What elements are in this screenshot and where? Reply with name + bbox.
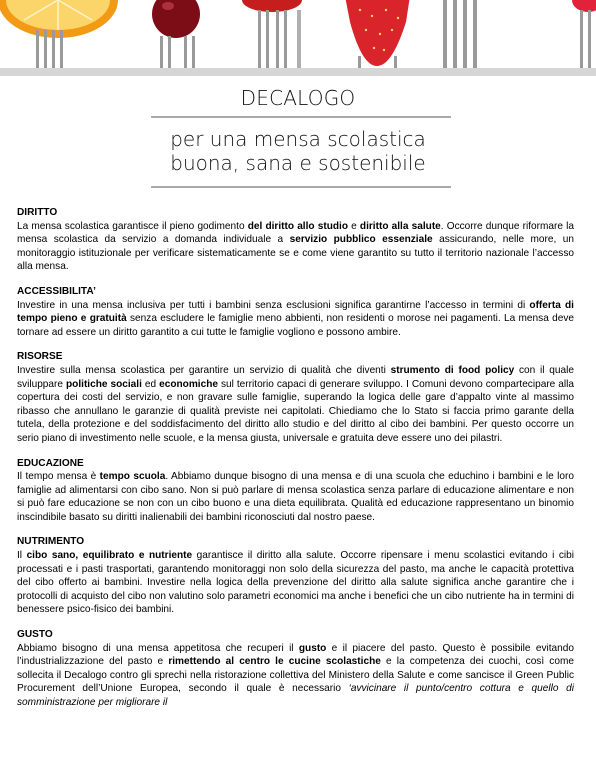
section-nutrimento [17,535,574,617]
text-run: . Abbiamo dunque bisogno di una mensa e di una scuola che educhino i bambini e le loro famiglie ad alimentarsi con cibo sano. Non si può parlare di mensa scolastica senza parlare di educazione alimentare e non si può fare educazione se non con un cibo buono e una dieta equilibrata. Qualità ed educazione rappresentano un binomio inscindibile basato su diritti inalienabili dei bambini riconosciuti dal nostro paese. [17,471,575,523]
bold-text: rimettendo al centro le cucine scolastiche [168,656,381,668]
bold-text: diritto alla salute [359,220,441,232]
bold-text: cibo sano, equilibrato e nutriente [26,550,193,562]
text-run: e la competenza dei cuochi, così come sollecita il Decalogo contro gli sprechi nella ristorazione collettiva del Ministero della Salute e come sancisce il Green Public Procurement dell’Unione Europea, secondo il quale è necessario [17,656,574,695]
section-paragraph [17,299,574,340]
fork-icon [443,0,477,70]
bold-text: economiche [159,378,219,390]
subtitle-line-2: buona, sana e sostenibile [170,151,426,175]
section-paragraph [17,220,574,274]
header-accent-bar [0,68,596,76]
section-accessibilita [17,285,574,339]
text-run: sul territorio capaci di generare sviluppo. I Comuni devono compartecipare alla copertura dei costi del servizio, e non gravare sulle famiglie, superando la logica delle gare d’appalto vinte al massimo ribasso che annullano le garanzie di qualità previste nei capitolati. Chiediamo che lo Stato si faccia primo garante della tutela, della protezione e del soddisfacimento del diritto allo studio e del diritto al cibo dei bambini. Per questo occorre un serio piano di investimento nelle scuole, e la mensa giusta, universale e gratuita deve essere uno dei pilastri. [17,378,574,444]
section-risorse [17,350,574,445]
document-subtitle [0,127,596,175]
bold-text: del diritto allo studio [247,220,348,232]
bold-text: politiche sociali [66,378,142,390]
text-run: Investire in una mensa inclusiva per tutti i bambini senza esclusioni significa garantirne l’accesso in termini di [17,299,530,311]
section-heading: DIRITTO [17,207,58,218]
section-educazione [17,457,574,525]
section-heading: NUTRIMENTO [17,536,85,548]
text-run: e il piacere del pasto. Questo è possibile evitando l’industrializzazione del pasto e [17,642,574,668]
text-run: La mensa scolastica garantisce il pieno godimento [17,220,248,232]
forks-with-fruit-illustration [0,0,596,70]
text-run: senza escludere le famiglie meno abbienti, non residenti o morose nei pagamenti. La mensa deve tornare ad essere un diritto garantito a cui tutte le famiglie vogliono e possono ambire. [17,313,574,338]
bold-text: servizio pubblico essenziale [289,234,433,246]
italic-text: ‘avvicinare il punto/centro cottura e quello di somministrazione per migliorare il [17,683,574,708]
text-run: garantisce il diritto alla salute. Occorre ripensare i menu scolastici evitando i cibi processati e i pasti trasportati, garantendo monitoraggi non solo della sicurezza del pasto, ma anche le capacità protettiva del cibo offerto ai bambini. Investire nella logica della prevenzione del diritto alla salute significa anche garantire che i protocolli di acquisto del cibo non valutino solo parametri economici ma anche i benefici che un cibo nutriente ha in termini di benessere psico-fisico dei bambini. [17,550,574,616]
bold-text: tempo scuola [99,471,166,483]
text-run: . Occorre dunque riformare la mensa scolastica da servizio a domanda individuale a [17,220,574,246]
section-heading: RISORSE [17,351,63,363]
section-heading: GUSTO [17,629,53,641]
section-diritto [17,206,574,274]
text-run: Il tempo mensa è [17,471,100,483]
title-divider-top [151,116,451,118]
text-run: ed [141,378,160,390]
section-paragraph [17,470,574,524]
subtitle-line-1: per una mensa scolastica [170,127,426,151]
header-banner-image [0,0,596,70]
text-run: e [348,220,360,232]
decalogue-body [17,206,574,721]
section-gusto [17,628,574,710]
section-paragraph [17,549,574,617]
strawberry-icon [345,0,410,70]
raspberry-icon [572,0,596,70]
bold-text: offerta di tempo pieno e gratuità [17,299,574,325]
text-run: Abbiamo bisogno di una mensa appetitosa che recuperi il [17,642,299,654]
orange-slice-icon [0,0,118,38]
section-paragraph [17,364,574,446]
text-run: assicurando, nelle more, un monitoraggio istituzionale per verificare sistematicamente se e come viene garantito su tutto il territorio nazionale l’accesso alla mensa. [17,234,574,273]
section-paragraph [17,642,574,710]
document-title: DECALOGO [240,86,356,110]
bold-text: gusto [298,642,327,654]
title-divider-bottom [151,186,451,188]
cherry-icon [152,0,200,70]
section-heading: ACCESSIBILITA’ [17,285,96,297]
section-heading: EDUCAZIONE [17,457,84,469]
bold-text: strumento di food policy [390,364,515,376]
text-run: Il [17,550,27,562]
text-run: Investire sulla mensa scolastica per garantire un servizio di qualità che diventi [17,364,391,376]
tomato-icon [242,0,302,70]
text-run: con il quale sviluppare [17,364,574,390]
